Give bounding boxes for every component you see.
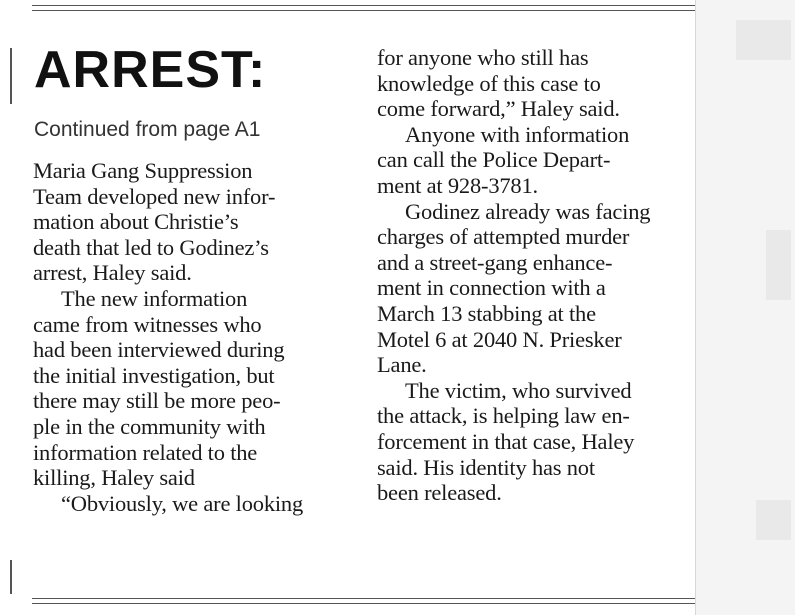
text-line: and a street-gang enhance- [377, 249, 613, 275]
adjacent-page-edge [695, 0, 795, 615]
headline: ARREST: [34, 41, 267, 99]
adjacent-page-fragment [736, 20, 791, 60]
text-line: had been interviewed during [33, 337, 285, 363]
top-rule [32, 5, 695, 11]
text-line: came from witnesses who [33, 311, 262, 337]
text-line: the initial investigation, but [33, 362, 275, 388]
adjacent-page-fragment [756, 500, 791, 540]
column-rule [10, 560, 12, 594]
text-line: Godinez already was facing [405, 198, 651, 224]
text-line: ple in the community with [33, 413, 266, 439]
text-line: Maria Gang Suppression [33, 158, 253, 183]
text-line: there may still be more peo- [33, 388, 281, 414]
text-line: death that led to Godinez’s [33, 234, 269, 260]
adjacent-page-fragment [766, 230, 791, 300]
column-rule [10, 48, 12, 104]
text-line: charges of attempted murder [377, 224, 630, 250]
jump-line: Continued from page A1 [34, 118, 261, 141]
text-line: been released. [377, 480, 502, 506]
text-line: The new information [61, 285, 248, 311]
text-line: the attack, is helping law en- [377, 403, 630, 429]
text-line: “Obviously, we are looking [61, 490, 304, 516]
text-line: killing, Haley said [33, 465, 195, 491]
text-line: forcement in that case, Haley [377, 428, 635, 454]
text-line: information related to the [33, 439, 258, 465]
text-line: ment at 928-3781. [377, 172, 538, 198]
text-line: for anyone who still has [377, 45, 589, 70]
text-line: arrest, Haley said. [33, 260, 192, 286]
text-line: come forward,” Haley said. [377, 96, 620, 122]
text-line: ment in connection with a [377, 275, 606, 301]
right-column [377, 45, 707, 506]
text-line: March 13 stabbing at the [377, 300, 596, 326]
text-line: knowledge of this case to [377, 70, 601, 96]
text-line: can call the Police Depart- [377, 147, 611, 173]
text-line: mation about Christie’s [33, 209, 239, 235]
text-line: Team developed new infor- [33, 183, 276, 209]
text-line: Lane. [377, 352, 427, 378]
text-line: The victim, who survived [405, 377, 632, 403]
left-column [33, 158, 363, 516]
text-line: Motel 6 at 2040 N. Priesker [377, 326, 622, 352]
text-line: Anyone with information [405, 121, 630, 147]
text-line: said. His identity has not [377, 454, 595, 480]
bottom-rule [32, 598, 695, 604]
